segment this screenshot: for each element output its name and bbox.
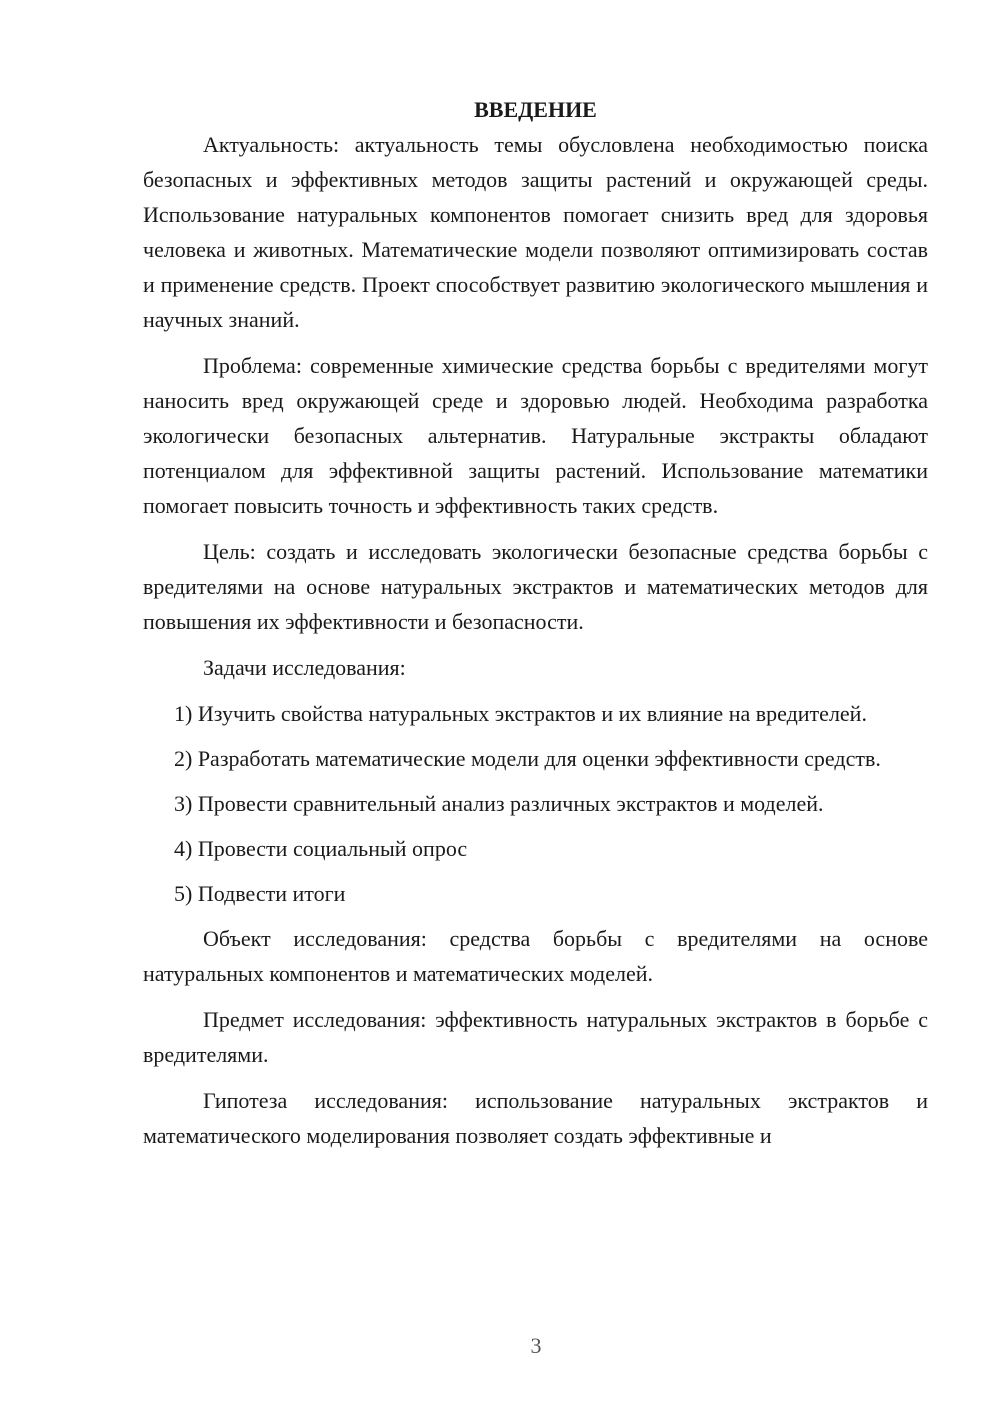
page-number: 3 (530, 1333, 542, 1358)
task-item-2: 2) Разработать математические модели для оценки эффективности средств. (174, 746, 881, 771)
paragraph-relevance: Актуальность: актуальность темы обусловлена необходимостью поиска безопасных и эффективных методов защиты растений и окружающей среды. Использование натуральных компонентов помогает снизить вред для здоровья человека и животных. Математические модели позволяют оптимизировать состав и применение средств. Проект способствует развитию экологического мышления и научных знаний. (143, 132, 928, 332)
paragraph-hypothesis: Гипотеза исследования: использование натуральных экстрактов и математического моделирования позволяет создать эффективные и (143, 1088, 928, 1148)
document-body (143, 92, 928, 1164)
paragraph-goal: Цель: создать и исследовать экологически безопасные средства борьбы с вредителями на основе натуральных экстрактов и математических методов для повышения их эффективности и безопасности. (143, 539, 928, 634)
paragraph-tasks-heading: Задачи исследования: (203, 655, 406, 680)
task-item-1: 1) Изучить свойства натуральных экстрактов и их влияние на вредителей. (174, 701, 867, 726)
task-item-5: 5) Подвести итоги (174, 881, 346, 906)
paragraph-subject: Предмет исследования: эффективность натуральных экстрактов в борьбе с вредителями. (143, 1007, 928, 1067)
paragraph-problem: Проблема: современные химические средства борьбы с вредителями могут наносить вред окружающей среде и здоровью людей. Необходима разработка экологически безопасных альтернатив. Натуральные экстракты обладают потенциалом для эффективной защиты растений. Использование математики помогает повысить точность и эффективность таких средств. (143, 353, 928, 518)
section-title: ВВЕДЕНИЕ (474, 97, 597, 122)
paragraph-object: Объект исследования: средства борьбы с вредителями на основе натуральных компонентов и математических моделей. (143, 926, 928, 986)
task-item-3: 3) Провести сравнительный анализ различных экстрактов и моделей. (174, 791, 824, 816)
task-item-4: 4) Провести социальный опрос (174, 836, 468, 861)
